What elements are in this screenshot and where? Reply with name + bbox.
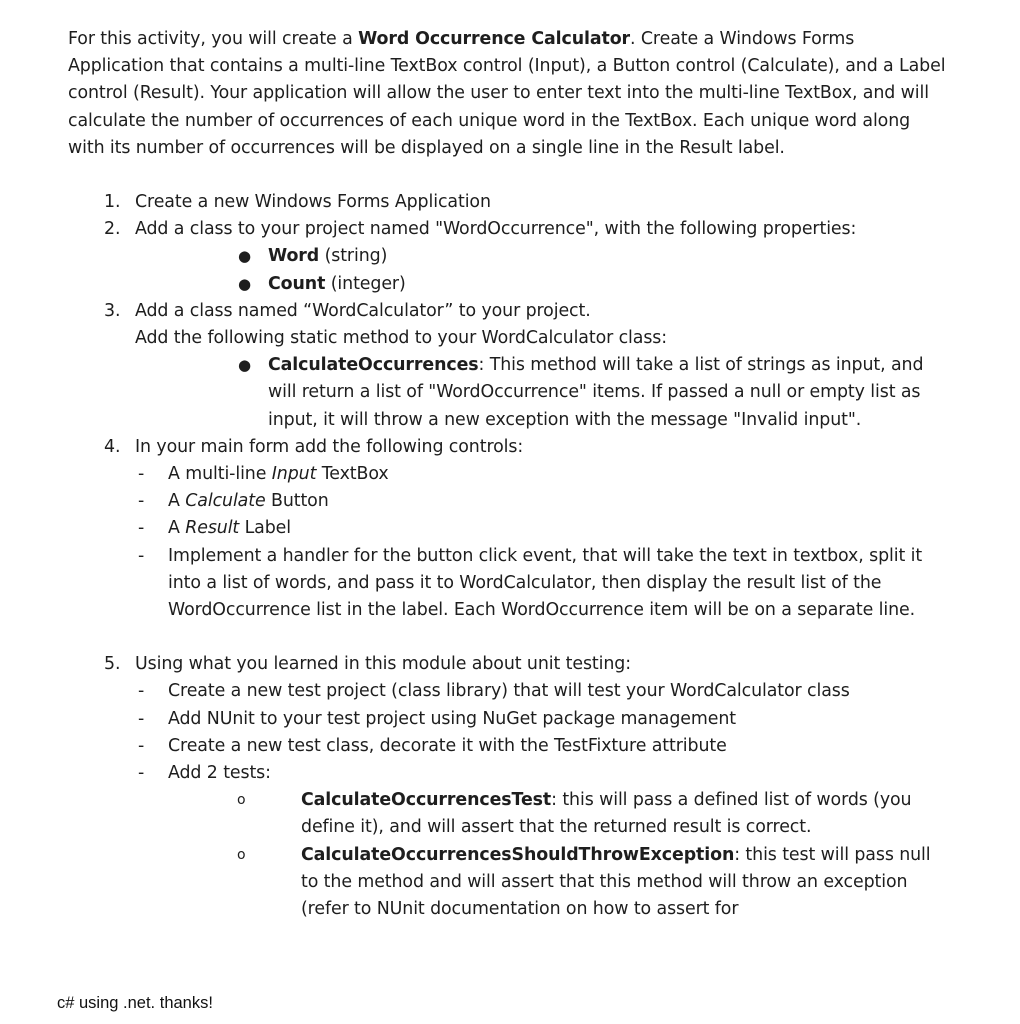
step-3 [68,298,948,434]
control-name: Calculate [185,491,266,512]
circle-bullet-icon: o [237,792,246,809]
step-5-text: Using what you learned in this module about unit testing: [135,654,631,675]
property-type: (string) [319,246,388,267]
control-name: Input [271,464,317,485]
step-4-number: 4. [104,436,121,457]
dash-icon: - [138,735,145,756]
test-description: : this test will pass null to the method and will assert that this method will throw an exception (refer to NUnit documentation on how to assert for [301,844,931,920]
property-name: Word [268,246,320,267]
method-name: CalculateOccurrences [268,355,479,376]
testing-item-text: Add NUnit to your test project using NuGet package management [168,708,736,729]
step-2-number: 2. [104,219,121,240]
test-name: CalculateOccurrencesShouldThrowException [301,844,735,865]
control-text: A multi-line [168,464,272,485]
test-name: CalculateOccurrencesTest [301,790,552,811]
circle-bullet-icon: o [237,846,246,863]
method-description: : This method will take a list of strings as input, and will return a list of "WordOccurrence" items. If passed a null or empty list as input, it will throw a new exception with the message "Invalid input". [268,355,924,430]
dash-icon: - [138,681,145,702]
step-5 [68,651,948,923]
bullet-icon: ● [238,274,251,293]
dash-icon: - [138,518,145,539]
control-name: Result [185,518,240,539]
testing-item-text: Create a new test project (class library) that will test your WordCalculator class [168,681,850,702]
testing-list [135,678,948,923]
step-2 [68,216,948,298]
list-item [135,461,948,488]
step-1 [68,189,948,216]
testing-item-text: Add 2 tests: [168,763,271,784]
control-text: A [168,518,186,539]
list-item [135,543,948,625]
list-item [238,271,948,298]
dash-icon: - [138,708,145,729]
step-4-text: In your main form add the following controls: [135,436,524,457]
list-item [135,678,948,705]
list-item [135,760,948,923]
assignment-document [68,26,948,923]
tests-list [168,787,948,923]
list-item [238,243,948,270]
bullet-icon: ● [238,356,251,375]
list-item [135,515,948,542]
step-3-line-2: Add the following static method to your WordCalculator class: [135,328,668,349]
step-3-number: 3. [104,300,121,321]
intro-text-start: For this activity, you will create a [68,29,359,49]
dash-icon: - [138,491,145,512]
list-item [135,733,948,760]
list-item [237,787,948,841]
list-item [237,842,948,924]
step-4 [68,434,948,624]
intro-paragraph [68,26,948,162]
handler-text: Implement a handler for the button click event, that will take the text in textbox, split it into a list of words, and pass it to WordCalculator, then display the result list of the WordOccurrence list in the label. Each WordOccurrence item will be on a separate line. [168,545,923,621]
spacer [68,624,948,651]
intro-text-rest: . Create a Windows Forms Application that contains a multi-line TextBox control (Input), a Button control (Calculate), and a Label control (Result). Your application will allow the user to enter text into the multi-line TextBox, and will calculate the number of occurrences of each unique word in the TextBox. Each unique word along with its number of occurrences will be displayed on a single line in the Result label. [68,29,946,158]
control-text: A [168,491,186,512]
list-item [135,488,948,515]
intro-title: Word Occurrence Calculator [358,29,631,49]
step-3-line-1: Add a class named “WordCalculator” to your project. [135,300,591,321]
control-type: TextBox [316,464,389,485]
dash-icon: - [138,545,145,566]
property-list [135,243,948,297]
footer-note: c# using .net. thanks! [57,994,213,1012]
controls-list [135,461,948,624]
list-item [238,352,948,434]
method-list [135,352,948,434]
test-description: : this will pass a defined list of words (you define it), and will assert that the returned result is correct. [301,790,912,838]
property-type: (integer) [325,273,406,294]
list-item [135,706,948,733]
control-type: Button [265,491,329,512]
dash-icon: - [138,464,145,485]
step-1-text: Create a new Windows Forms Application [135,192,491,213]
testing-item-text: Create a new test class, decorate it with the TestFixture attribute [168,735,727,756]
step-1-number: 1. [104,192,121,213]
step-5-number: 5. [104,654,121,675]
dash-icon: - [138,763,145,784]
step-2-text: Add a class to your project named "WordOccurrence", with the following properties: [135,219,857,240]
bullet-icon: ● [238,247,251,266]
control-type: Label [239,518,291,539]
property-name: Count [268,273,326,294]
